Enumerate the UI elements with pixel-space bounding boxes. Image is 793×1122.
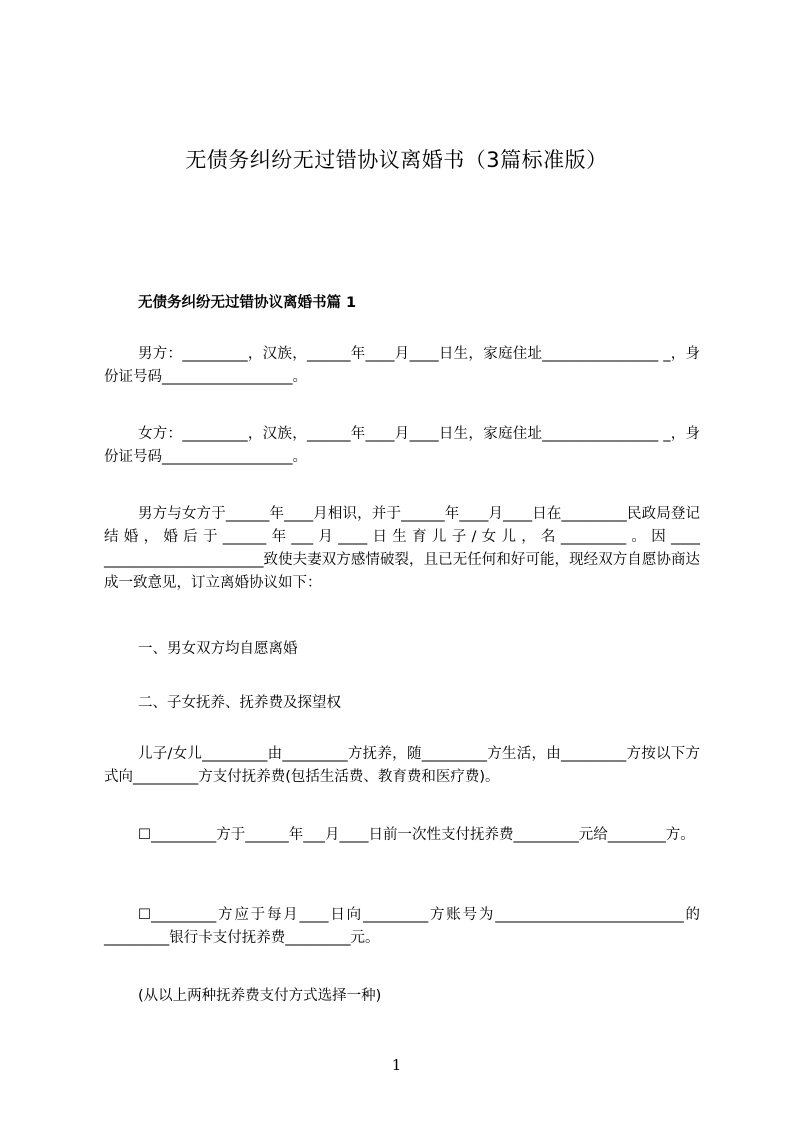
marriage-paragraph: 男方与女方于______年____月相识，并于______年____月____日在_________民政局登记结婚，婚后于______年___月____日生育儿子/女儿，名_________。因____ ______________________致使夫妻双方感情破裂，且已无任何和好可能，现经双方自愿协商达成一致意见，订立离婚协议如下： <box>104 506 700 591</box>
clause-1: 一、男女双方均自愿离婚 <box>138 641 298 657</box>
male-party-paragraph: 男方：_________，汉族，______年____月____日生，家庭住址________________ _，身份证号码__________________。 <box>104 346 700 385</box>
clause-2: 二、子女抚养、抚养费及探望权 <box>138 695 341 711</box>
page-number: 1 <box>391 1056 402 1074</box>
payment-option-lump-sum: ☐_________方于______年___月____日前一次性支付抚养费_________元给________方。 <box>138 827 695 843</box>
section-heading: 无债务纠纷无过错协议离婚书篇 1 <box>138 295 357 311</box>
document-title: 无债务纠纷无过错协议离婚书（3篇标准版） <box>185 148 608 172</box>
payment-choice-note: (从以上两种抚养费支付方式选择一种) <box>138 988 382 1004</box>
custody-paragraph: 儿子/女儿_________由_________方抚养，随_________方生活，由_________方按以下方式向_________方支付抚养费(包括生活费、教育费和医疗费)。 <box>104 746 700 785</box>
payment-option-monthly: ☐_________方应于每月____日向_________方账号为__________________________的_________银行卡支付抚养费_________元。 <box>104 907 700 946</box>
female-party-paragraph: 女方：_________，汉族，______年____月____日生，家庭住址________________ _，身份证号码__________________。 <box>104 426 700 465</box>
